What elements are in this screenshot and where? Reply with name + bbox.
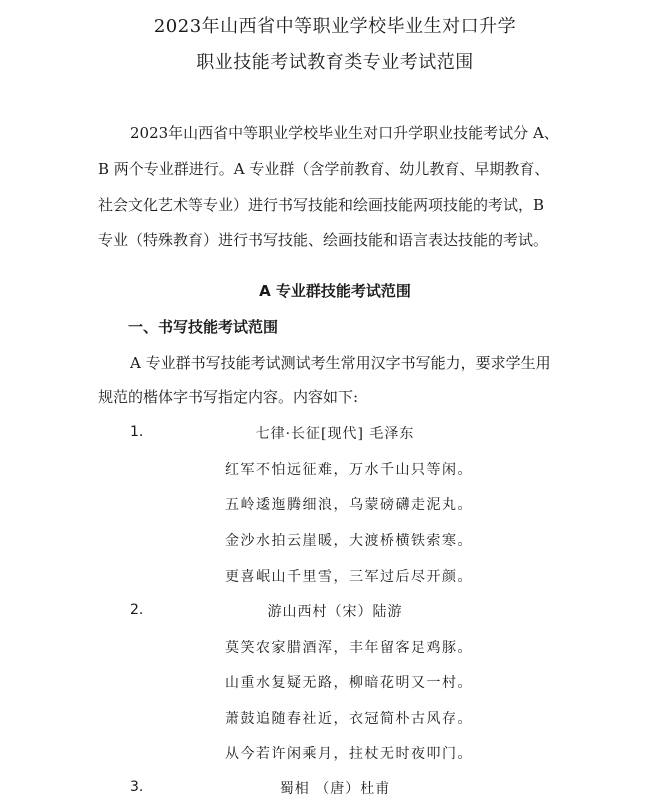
poem-number: 2. [130,602,144,618]
intro-line-4: 专业（特殊教育）进行书写技能、绘画技能和语言表达技能的考试。 [98,231,549,249]
poem-line: 红军不怕远征难，万水千山只等闲。 [225,462,473,478]
intro-line-2: B 两个专业群进行。A 专业群（含学前教育、幼儿教育、早期教育、 [98,160,550,178]
poem-number: 1. [130,424,144,440]
poem-line: 山重水复疑无路，柳暗花明又一村。 [225,675,473,691]
poem-line: 萧鼓追随春社近，衣冠简朴古风存。 [225,711,473,727]
poem-title: 七律·长征[现代] 毛泽东 [255,426,415,442]
intro-line-3: 社会文化艺术等专业）进行书写技能和绘画技能两项技能的考试，B [98,196,545,214]
poem-title: 游山西村（宋）陆游 [267,604,403,620]
poem-line: 更喜岷山千里雪，三军过后尽开颜。 [225,569,473,585]
document-title-line-1: 2023年山西省中等职业学校毕业生对口升学 [153,16,517,37]
poem-title: 蜀相 （唐）杜甫 [279,781,391,797]
body-line-1: A 专业群书写技能考试测试考生常用汉字书写能力，要求学生用 [130,354,551,372]
poem-line: 莫笑农家腊酒浑，丰年留客足鸡豚。 [225,640,473,656]
poem-line: 从今若许闲乘月，拄杖无时夜叩门。 [225,746,473,762]
section-heading: A 专业群技能考试范围 [259,282,411,300]
poem-line: 金沙水拍云崖暖，大渡桥横铁索寒。 [225,533,473,549]
intro-line-1: 2023年山西省中等职业学校毕业生对口升学职业技能考试分 A、 [130,124,559,142]
document-title-line-2: 职业技能考试教育类专业考试范围 [196,52,474,73]
poem-line: 五岭逶迤腾细浪，乌蒙磅礴走泥丸。 [225,497,473,513]
subsection-heading: 一、书写技能考试范围 [128,318,279,336]
body-line-2: 规范的楷体字书写指定内容。内容如下: [98,388,359,406]
poem-number: 3. [130,779,144,795]
